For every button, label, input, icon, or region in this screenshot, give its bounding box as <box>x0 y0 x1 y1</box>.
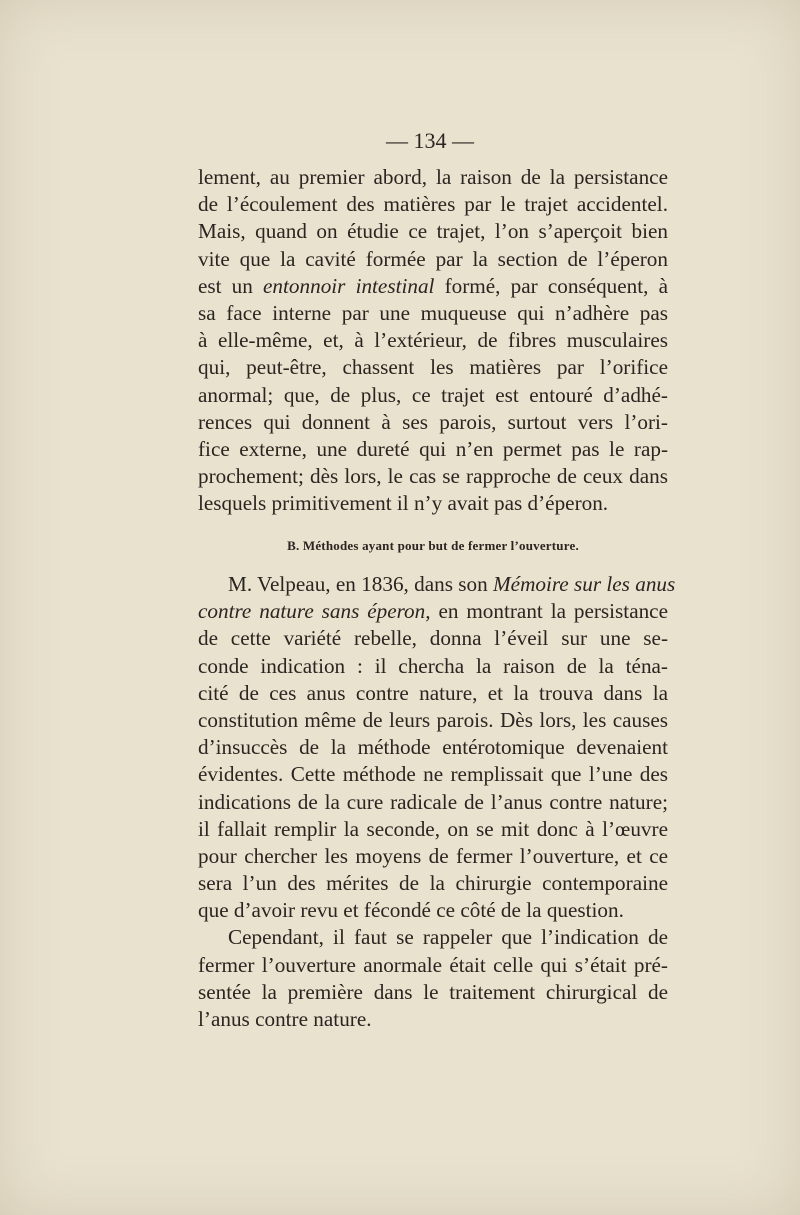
text-line: est un entonnoir intestinal formé, par conséquent, à <box>198 273 668 298</box>
text-line: rences qui donnent à ses parois, surtout vers l’ori- <box>198 409 668 434</box>
text-line: sentée la première dans le traitement chirurgical de <box>198 979 668 1004</box>
paragraph-continued <box>198 164 668 517</box>
text-line: Cependant, il faut se rappeler que l’indication de <box>228 925 668 950</box>
italic-term: entonnoir intestinal <box>263 273 435 298</box>
text-line: M. Velpeau, en 1836, dans son Mémoire sur les anus <box>228 572 676 596</box>
text-line: d’insuccès de la méthode entérotomique devenaient <box>198 735 668 760</box>
italic-title: contre nature sans éperon, <box>198 599 431 624</box>
text-line: prochement; dès lors, le cas se rapproche de ceux dans <box>198 464 668 489</box>
text-line: lement, au premier abord, la raison de la persistance <box>198 165 668 189</box>
text-line: lesquels primitivement il n’y avait pas d’éperon. <box>198 491 609 516</box>
section-heading: B. Méthodes ayant pour but de fermer l’ouverture. <box>287 538 579 553</box>
text-line: indications de la cure radicale de l’anus contre nature; <box>198 789 668 814</box>
text-line: évidentes. Cette méthode ne remplissait que l’une des <box>198 762 668 787</box>
italic-title: Mémoire sur les anus <box>493 572 676 596</box>
text-line: Mais, quand on étudie ce trajet, l’on s’aperçoit bien <box>198 219 668 244</box>
text-line: de l’écoulement des matières par le trajet accidentel. <box>198 192 668 217</box>
text-line: contre nature sans éperon, en montrant la persistance <box>198 599 668 624</box>
text-line: conde indication : il chercha la raison de la téna- <box>198 653 668 678</box>
text-line: fermer l’ouverture anormale était celle qui s’était pré- <box>198 952 668 977</box>
page-number: — 134 — <box>386 128 474 153</box>
text-line: à elle-même, et, à l’extérieur, de fibres musculaires <box>198 328 668 353</box>
text-line: vite que la cavité formée par la section de l’éperon <box>198 246 668 271</box>
text-line: fice externe, une dureté qui n’en permet pas le rap- <box>198 436 668 461</box>
paragraph-velpeau <box>198 571 676 1033</box>
text-line: il fallait remplir la seconde, on se mit donc à l’œuvre <box>198 816 668 841</box>
text-line: sa face interne par une muqueuse qui n’adhère pas <box>198 300 668 325</box>
text-line: de cette variété rebelle, donna l’éveil sur une se- <box>198 626 668 651</box>
text-line: qui, peut-être, chassent les matières par l’orifice <box>198 355 668 380</box>
text-line: anormal; que, de plus, ce trajet est entouré d’adhé- <box>198 382 668 407</box>
text-line: l’anus contre nature. <box>198 1007 372 1031</box>
text-line: constitution même de leurs parois. Dès lors, les causes <box>198 707 668 732</box>
text-line: pour chercher les moyens de fermer l’ouverture, et ce <box>198 843 668 868</box>
text-line: sera l’un des mérites de la chirurgie contemporaine <box>198 871 668 896</box>
text-line: cité de ces anus contre nature, et la trouva dans la <box>198 680 668 705</box>
text-line: que d’avoir revu et fécondé ce côté de la question. <box>198 898 624 923</box>
